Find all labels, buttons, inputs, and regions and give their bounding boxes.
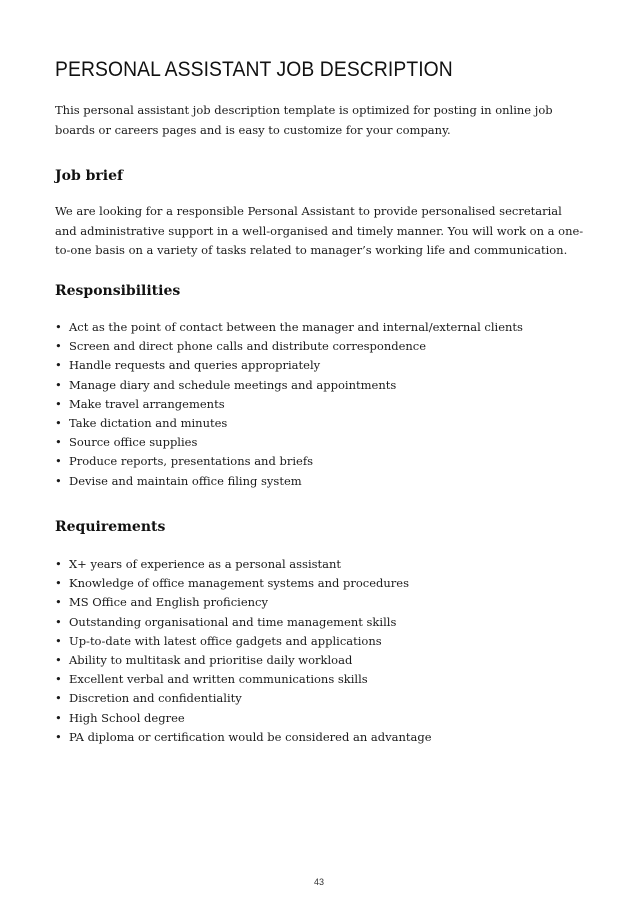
list-item <box>55 472 585 491</box>
list-item-text: Ability to multitask and prioritise daily workload <box>69 652 353 667</box>
intro-paragraph: This personal assistant job description template is optimized for posting in online job boards or careers pages and is easy to customize for your company. <box>55 103 553 137</box>
bullet-icon: • <box>55 396 62 411</box>
bullet-icon: • <box>55 358 62 373</box>
list-item <box>55 709 585 728</box>
responsibilities-list <box>55 318 585 491</box>
responsibilities-heading: Responsibilities <box>55 283 181 299</box>
list-item-text: Excellent verbal and written communications skills <box>69 672 368 687</box>
list-item-text: Screen and direct phone calls and distribute correspondence <box>69 339 427 354</box>
list-item <box>55 613 585 632</box>
bullet-icon: • <box>55 320 62 334</box>
list-item <box>55 318 585 337</box>
list-item-text: Discretion and confidentiality <box>69 691 242 706</box>
bullet-icon: • <box>55 454 62 469</box>
list-item-text: Up-to-date with latest office gadgets and applications <box>69 633 382 648</box>
bullet-icon: • <box>55 710 62 725</box>
list-item <box>55 555 585 574</box>
bullet-icon: • <box>55 652 62 667</box>
list-item-text: High School degree <box>69 710 185 725</box>
list-item-text: Outstanding organisational and time management skills <box>69 614 397 629</box>
list-item-text: PA diploma or certification would be considered an advantage <box>69 729 432 744</box>
list-item <box>55 452 585 471</box>
list-item <box>55 651 585 670</box>
list-item-text: Take dictation and minutes <box>69 415 228 430</box>
list-item <box>55 670 585 689</box>
bullet-icon: • <box>55 557 62 571</box>
requirements-heading: Requirements <box>55 519 166 535</box>
bullet-icon: • <box>55 415 62 430</box>
bullet-icon: • <box>55 576 62 591</box>
job-brief-paragraph: We are looking for a responsible Personal Assistant to provide personalised secretarial and administrative support in a well-organised and timely manner. You will work on a one-to-one basis on a variety of tasks related to manager’s working life and communication. <box>55 204 584 257</box>
list-item-text: Act as the point of contact between the manager and internal/external clients <box>69 320 523 334</box>
list-item <box>55 337 585 356</box>
bullet-icon: • <box>55 377 62 392</box>
list-item <box>55 689 585 708</box>
list-item-text: Source office supplies <box>69 435 198 450</box>
list-item-text: X+ years of experience as a personal assistant <box>69 557 342 571</box>
list-item <box>55 728 585 747</box>
list-item-text: Manage diary and schedule meetings and appointments <box>69 377 397 392</box>
bullet-icon: • <box>55 595 62 610</box>
list-item-text: Handle requests and queries appropriately <box>69 358 321 373</box>
bullet-icon: • <box>55 435 62 450</box>
list-item <box>55 593 585 612</box>
list-item <box>55 433 585 452</box>
list-item <box>55 356 585 375</box>
list-item <box>55 376 585 395</box>
list-item-text: Devise and maintain office filing system <box>69 473 302 488</box>
job-brief-heading: Job brief <box>55 168 124 184</box>
list-item <box>55 632 585 651</box>
page-number: 43 <box>313 877 324 887</box>
list-item <box>55 414 585 433</box>
bullet-icon: • <box>55 691 62 706</box>
list-item-text: MS Office and English proficiency <box>69 595 268 610</box>
bullet-icon: • <box>55 614 62 629</box>
bullet-icon: • <box>55 339 62 354</box>
list-item <box>55 574 585 593</box>
list-item-text: Produce reports, presentations and briefs <box>69 454 313 469</box>
bullet-icon: • <box>55 473 62 488</box>
list-item-text: Make travel arrangements <box>69 396 225 411</box>
list-item-text: Knowledge of office management systems and procedures <box>69 576 409 591</box>
bullet-icon: • <box>55 633 62 648</box>
bullet-icon: • <box>55 672 62 687</box>
bullet-icon: • <box>55 729 62 744</box>
list-item <box>55 395 585 414</box>
requirements-list <box>55 555 585 747</box>
page-title: PERSONAL ASSISTANT JOB DESCRIPTION <box>55 58 453 81</box>
